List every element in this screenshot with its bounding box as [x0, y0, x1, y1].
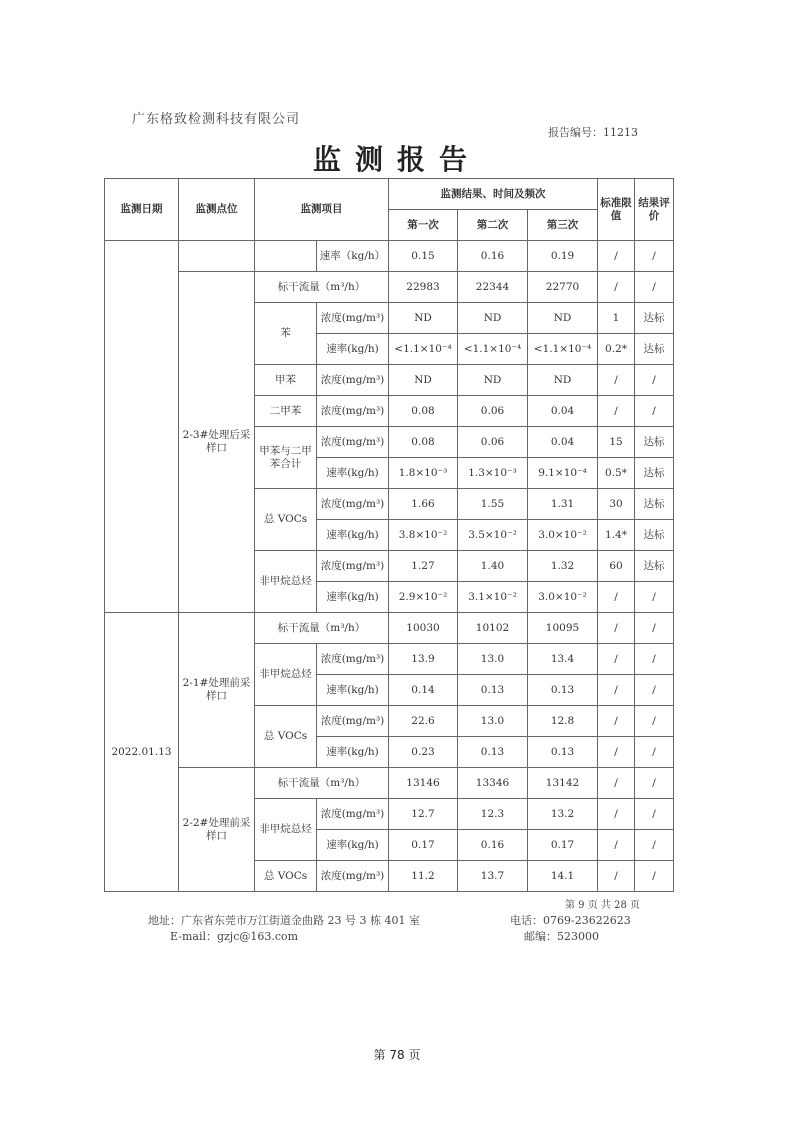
param-cell: 速率(kg/h) [317, 675, 389, 706]
value-cell: 0.08 [389, 427, 458, 458]
item-cell: 苯 [255, 303, 317, 365]
value-cell: 0.06 [458, 396, 528, 427]
eval-cell: / [635, 582, 674, 613]
limit-cell: / [598, 582, 635, 613]
value-cell: 3.1×10⁻² [458, 582, 528, 613]
param-cell: 速率(kg/h) [317, 458, 389, 489]
limit-cell: / [598, 675, 635, 706]
limit-cell: 30 [598, 489, 635, 520]
limit-cell: / [598, 768, 635, 799]
value-cell: 0.19 [528, 241, 598, 272]
param-cell: 速率(kg/h) [317, 830, 389, 861]
item-cell: 二甲苯 [255, 396, 317, 427]
item-cell: 总 VOCs [255, 861, 317, 892]
limit-cell: / [598, 396, 635, 427]
table-row [105, 768, 674, 799]
eval-cell: / [635, 799, 674, 830]
header-eval: 结果评价 [635, 179, 674, 241]
header-item: 监测项目 [255, 179, 389, 241]
value-cell: 22983 [389, 272, 458, 303]
value-cell: 1.3×10⁻³ [458, 458, 528, 489]
date-cell [105, 241, 179, 613]
eval-cell: 达标 [635, 303, 674, 334]
limit-cell: / [598, 613, 635, 644]
param-cell: 速率(kg/h) [317, 334, 389, 365]
header-date: 监测日期 [105, 179, 179, 241]
item-cell [255, 241, 317, 272]
header-first: 第一次 [389, 210, 458, 241]
header-second: 第二次 [458, 210, 528, 241]
limit-cell: / [598, 861, 635, 892]
param-cell: 速率(kg/h) [317, 520, 389, 551]
value-cell: ND [389, 365, 458, 396]
value-cell: 0.23 [389, 737, 458, 768]
eval-cell: / [635, 768, 674, 799]
param-cell: 浓度(mg/m³) [317, 489, 389, 520]
value-cell: 1.8×10⁻³ [389, 458, 458, 489]
date-cell: 2022.01.13 [105, 613, 179, 892]
param-cell: 浓度(mg/m³) [317, 706, 389, 737]
eval-cell: 达标 [635, 520, 674, 551]
value-cell: 10102 [458, 613, 528, 644]
item-cell: 总 VOCs [255, 489, 317, 551]
value-cell: ND [458, 303, 528, 334]
value-cell: 10030 [389, 613, 458, 644]
limit-cell: / [598, 830, 635, 861]
report-number: 报告编号：11213 [548, 126, 638, 139]
header-point: 监测点位 [179, 179, 255, 241]
value-cell: <1.1×10⁻⁴ [389, 334, 458, 365]
value-cell: 0.13 [528, 737, 598, 768]
item-cell: 总 VOCs [255, 706, 317, 768]
value-cell: ND [528, 365, 598, 396]
param-cell: 速率(kg/h) [317, 737, 389, 768]
value-cell: ND [389, 303, 458, 334]
point-cell [179, 241, 255, 272]
param-cell: 浓度(mg/m³) [317, 799, 389, 830]
param-cell: 浓度(mg/m³) [317, 365, 389, 396]
value-cell: 1.32 [528, 551, 598, 582]
value-cell: 22344 [458, 272, 528, 303]
value-cell: 0.17 [389, 830, 458, 861]
value-cell: 13.0 [458, 706, 528, 737]
limit-cell: 1.4* [598, 520, 635, 551]
value-cell: 22.6 [389, 706, 458, 737]
page-of-count: 第 9 页 共 28 页 [565, 900, 640, 911]
postal-code: 邮编：523000 [524, 930, 599, 943]
value-cell: 10095 [528, 613, 598, 644]
eval-cell: 达标 [635, 427, 674, 458]
address: 地址：广东省东莞市万江街道金曲路 23 号 3 栋 401 室 [148, 914, 420, 927]
value-cell: 0.15 [389, 241, 458, 272]
eval-cell: 达标 [635, 458, 674, 489]
param-cell: 标干流量（m³/h） [255, 768, 389, 799]
value-cell: 13.0 [458, 644, 528, 675]
header-results: 监测结果、时间及频次 [389, 179, 598, 210]
value-cell: 3.0×10⁻² [528, 520, 598, 551]
value-cell: 13.4 [528, 644, 598, 675]
eval-cell: / [635, 861, 674, 892]
header-third: 第三次 [528, 210, 598, 241]
value-cell: 3.8×10⁻² [389, 520, 458, 551]
limit-cell: / [598, 706, 635, 737]
value-cell: 13142 [528, 768, 598, 799]
value-cell: 0.16 [458, 830, 528, 861]
value-cell: 0.04 [528, 427, 598, 458]
eval-cell: 达标 [635, 334, 674, 365]
value-cell: 1.66 [389, 489, 458, 520]
eval-cell: / [635, 644, 674, 675]
eval-cell: / [635, 241, 674, 272]
value-cell: 3.5×10⁻² [458, 520, 528, 551]
limit-cell: / [598, 644, 635, 675]
limit-cell: / [598, 365, 635, 396]
param-cell: 浓度(mg/m³) [317, 303, 389, 334]
value-cell: 1.31 [528, 489, 598, 520]
param-cell: 标干流量（m³/h） [255, 272, 389, 303]
limit-cell: 15 [598, 427, 635, 458]
value-cell: 12.7 [389, 799, 458, 830]
eval-cell: 达标 [635, 489, 674, 520]
item-cell: 非甲烷总烃 [255, 799, 317, 861]
value-cell: 2.9×10⁻² [389, 582, 458, 613]
table-row [105, 241, 674, 272]
company-name: 广东格致检测科技有限公司 [132, 112, 301, 127]
value-cell: <1.1×10⁻⁴ [458, 334, 528, 365]
value-cell: 0.17 [528, 830, 598, 861]
eval-cell: / [635, 272, 674, 303]
point-cell: 2-1#处理前采样口 [179, 613, 255, 768]
eval-cell: / [635, 830, 674, 861]
eval-cell: / [635, 613, 674, 644]
param-cell: 速率(kg/h) [317, 582, 389, 613]
limit-cell: 0.2* [598, 334, 635, 365]
eval-cell: / [635, 365, 674, 396]
eval-cell: / [635, 737, 674, 768]
value-cell: ND [458, 365, 528, 396]
value-cell: 13.9 [389, 644, 458, 675]
item-cell: 非甲烷总烃 [255, 551, 317, 613]
value-cell: 11.2 [389, 861, 458, 892]
point-cell: 2-3#处理后采样口 [179, 272, 255, 613]
value-cell: 13.7 [458, 861, 528, 892]
report-title: 监测报告 [312, 143, 481, 176]
table-row [105, 272, 674, 303]
limit-cell: / [598, 272, 635, 303]
value-cell: 0.08 [389, 396, 458, 427]
item-cell: 甲苯 [255, 365, 317, 396]
value-cell: 1.40 [458, 551, 528, 582]
value-cell: 0.14 [389, 675, 458, 706]
limit-cell: / [598, 737, 635, 768]
value-cell: 22770 [528, 272, 598, 303]
value-cell: 9.1×10⁻⁴ [528, 458, 598, 489]
param-cell: 浓度(mg/m³) [317, 644, 389, 675]
monitoring-table [104, 178, 674, 892]
param-cell: 浓度(mg/m³) [317, 427, 389, 458]
limit-cell: / [598, 799, 635, 830]
value-cell: <1.1×10⁻⁴ [528, 334, 598, 365]
value-cell: 13.2 [528, 799, 598, 830]
value-cell: 14.1 [528, 861, 598, 892]
value-cell: 0.04 [528, 396, 598, 427]
value-cell: 0.13 [528, 675, 598, 706]
limit-cell: 0.5* [598, 458, 635, 489]
value-cell: 1.55 [458, 489, 528, 520]
telephone: 电话：0769-23622623 [510, 914, 631, 927]
item-cell: 非甲烷总烃 [255, 644, 317, 706]
eval-cell: 达标 [635, 551, 674, 582]
document-page-number: 第 78 页 [373, 1048, 421, 1062]
value-cell: 13146 [389, 768, 458, 799]
value-cell: 0.06 [458, 427, 528, 458]
item-cell: 甲苯与二甲苯合计 [255, 427, 317, 489]
limit-cell: 1 [598, 303, 635, 334]
value-cell: 12.8 [528, 706, 598, 737]
eval-cell: / [635, 706, 674, 737]
limit-cell: / [598, 241, 635, 272]
point-cell: 2-2#处理前采样口 [179, 768, 255, 892]
email: E-mail：gzjc@163.com [170, 930, 299, 943]
value-cell: ND [528, 303, 598, 334]
param-cell: 浓度(mg/m³) [317, 861, 389, 892]
header-limit: 标准限值 [598, 179, 635, 241]
value-cell: 0.13 [458, 737, 528, 768]
param-cell: 速率（kg/h） [317, 241, 389, 272]
param-cell: 浓度(mg/m³) [317, 396, 389, 427]
limit-cell: 60 [598, 551, 635, 582]
eval-cell: / [635, 396, 674, 427]
value-cell: 0.16 [458, 241, 528, 272]
value-cell: 1.27 [389, 551, 458, 582]
param-cell: 标干流量（m³/h） [255, 613, 389, 644]
value-cell: 3.0×10⁻² [528, 582, 598, 613]
eval-cell: / [635, 675, 674, 706]
param-cell: 浓度(mg/m³) [317, 551, 389, 582]
value-cell: 13346 [458, 768, 528, 799]
value-cell: 0.13 [458, 675, 528, 706]
value-cell: 12.3 [458, 799, 528, 830]
table-row [105, 613, 674, 644]
